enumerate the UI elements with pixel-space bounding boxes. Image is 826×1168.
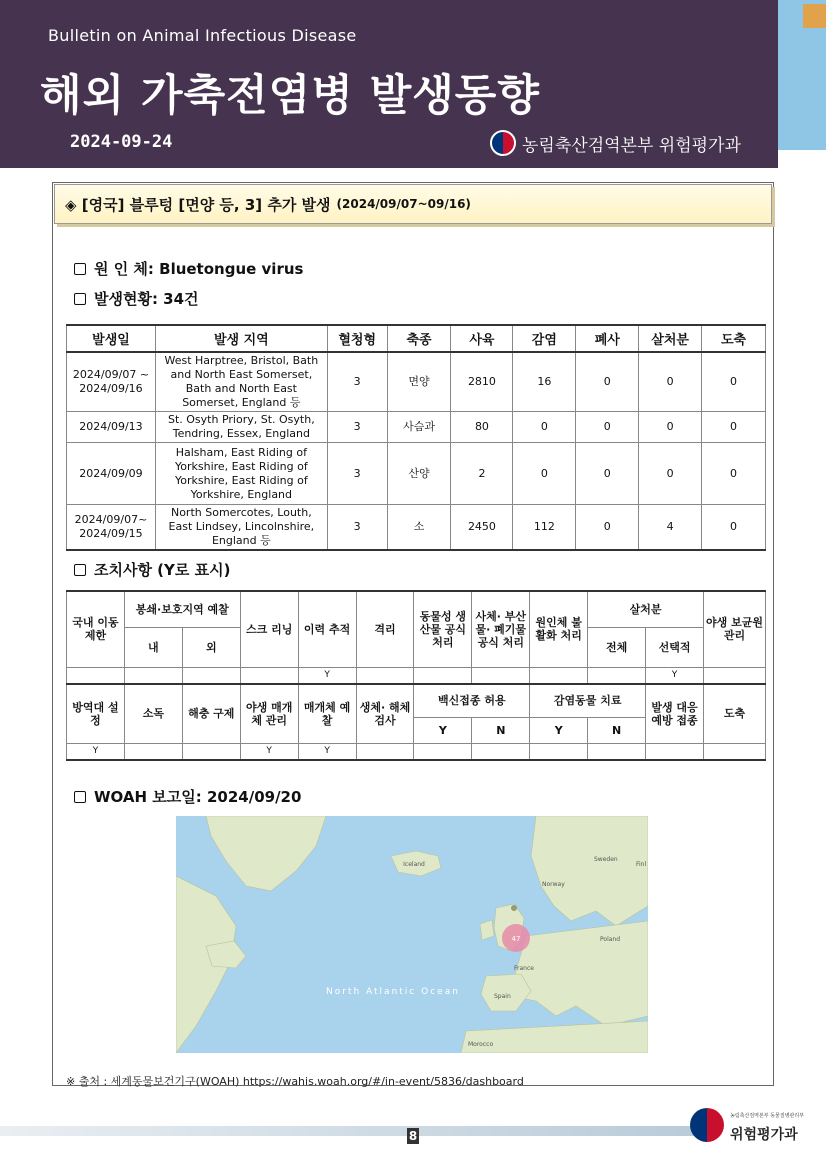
date-cell: 2024/09/09 xyxy=(67,443,156,505)
header-zone: 봉쇄·보호지역 예찰 xyxy=(124,591,240,627)
woah-text: WOAH 보고일: 2024/09/20 xyxy=(94,788,302,806)
slaughtered-cell: 0 xyxy=(702,352,766,412)
date-cell: 2024/09/07 ~ 2024/09/16 xyxy=(67,352,156,412)
measures-value-row xyxy=(67,667,766,684)
header-treatment: 감염동물 치료 xyxy=(530,684,646,718)
col-header: 사육 xyxy=(451,325,513,352)
bulletin-date: 2024-09-24 xyxy=(70,132,173,152)
checkbox-icon xyxy=(74,564,86,576)
value-cell xyxy=(182,744,240,761)
taeguk-logo-icon xyxy=(490,130,516,156)
outbreak-map xyxy=(176,816,648,1053)
header-corner-square xyxy=(803,4,826,28)
minor-marker xyxy=(511,905,517,911)
value-cell: Y xyxy=(240,744,298,761)
header-zone-out: 외 xyxy=(182,627,240,667)
value-cell xyxy=(530,744,588,761)
header-pest: 해충 구제 xyxy=(182,684,240,744)
checkbox-icon xyxy=(74,293,86,305)
culled-cell: 0 xyxy=(639,352,702,412)
value-cell xyxy=(356,667,414,684)
header-carcass: 사체· 부산물· 폐기물 공식 처리 xyxy=(472,591,530,667)
serotype-cell: 3 xyxy=(327,412,387,443)
header-domestic: 국내 이동 제한 xyxy=(67,591,125,667)
header-vaccine-n: N xyxy=(472,718,530,744)
poland-label: Poland xyxy=(600,936,621,943)
norway-label: Norway xyxy=(542,881,565,888)
region-cell: St. Osyth Priory, St. Osyth, Tendring, Essex, England xyxy=(155,412,327,443)
value-cell xyxy=(67,667,125,684)
page-number: 8 xyxy=(408,1129,418,1143)
value-cell xyxy=(703,744,765,761)
header-quarantine: 격리 xyxy=(356,591,414,667)
value-cell xyxy=(356,744,414,761)
value-cell: Y xyxy=(298,667,356,684)
col-header: 발생일 xyxy=(67,325,156,352)
header-inactivation: 원인체 불활화 처리 xyxy=(530,591,588,667)
pathogen-text: 원 인 체: Bluetongue virus xyxy=(94,260,304,278)
species-cell: 사슴과 xyxy=(387,412,451,443)
culled-cell: 4 xyxy=(639,505,702,551)
value-cell xyxy=(646,744,704,761)
value-cell xyxy=(182,667,240,684)
header-disinfect: 소독 xyxy=(124,684,182,744)
footer-org-small: 농림축산검역본부 동물질병관리부 xyxy=(730,1113,805,1119)
header-org xyxy=(490,130,741,156)
value-cell xyxy=(588,744,646,761)
header-vaccine: 백신접종 허용 xyxy=(414,684,530,718)
slaughtered-cell: 0 xyxy=(702,412,766,443)
header-zone-setting: 방역대 설정 xyxy=(67,684,125,744)
dead-cell: 0 xyxy=(576,412,639,443)
col-header: 도축 xyxy=(702,325,766,352)
col-header: 발생 지역 xyxy=(155,325,327,352)
slaughtered-cell: 0 xyxy=(702,443,766,505)
source-note: ※ 출처 : 세계동물보건기구(WOAH) https://wahis.woah.org/#/in-event/5836/dashboard xyxy=(66,1075,524,1088)
measures-item xyxy=(74,559,230,580)
measures-value-row-2 xyxy=(67,744,766,761)
dead-cell: 0 xyxy=(576,505,639,551)
bulletin-subtitle: Bulletin on Animal Infectious Disease xyxy=(48,26,357,45)
dead-cell: 0 xyxy=(576,352,639,412)
value-cell: Y xyxy=(67,744,125,761)
col-header: 폐사 xyxy=(576,325,639,352)
marker-label: 47 xyxy=(511,935,521,943)
measures-header-row xyxy=(67,591,766,627)
col-header: 살처분 xyxy=(639,325,702,352)
header-treat-n: N xyxy=(588,718,646,744)
header-vaccine-y: Y xyxy=(414,718,472,744)
value-cell xyxy=(530,667,588,684)
banner-period: (2024/09/07~09/16) xyxy=(336,197,471,211)
infected-cell: 112 xyxy=(513,505,576,551)
region-cell: Halsham, East Riding of Yorkshire, East Riding of Yorkshire, East Riding of Yorkshire, England xyxy=(155,443,327,505)
raised-cell: 2 xyxy=(451,443,513,505)
value-cell: Y xyxy=(298,744,356,761)
header-cull-selective: 선택적 xyxy=(646,627,704,667)
measures-text: 조치사항 (Y로 표시) xyxy=(94,561,231,579)
page-title: 해외 가축전염병 발생동향 xyxy=(40,71,540,121)
footer-org: 위험평가과 xyxy=(730,1127,798,1143)
checkbox-icon xyxy=(74,263,86,275)
header-cull-all: 전체 xyxy=(588,627,646,667)
footer-taeguk-icon xyxy=(690,1108,724,1142)
status-item xyxy=(74,288,199,309)
culled-cell: 0 xyxy=(639,443,702,505)
value-cell xyxy=(472,667,530,684)
col-header: 감염 xyxy=(513,325,576,352)
col-header: 혈청형 xyxy=(327,325,387,352)
dead-cell: 0 xyxy=(576,443,639,505)
header-wild-vector: 야생 매개체 관리 xyxy=(240,684,298,744)
ocean-label: North Atlantic Ocean xyxy=(326,987,460,997)
header-zone-in: 내 xyxy=(124,627,182,667)
region-cell: North Somercotes, Louth, East Lindsey, Lincolnshire, England 등 xyxy=(155,505,327,551)
outbreak-header-row xyxy=(67,325,766,352)
region-cell: West Harptree, Bristol, Bath and North East Somerset, Bath and North East Somerset, England 등 xyxy=(155,352,327,412)
species-cell: 면양 xyxy=(387,352,451,412)
spain-label: Spain xyxy=(494,993,511,1000)
infected-cell: 16 xyxy=(513,352,576,412)
header-trace: 이력 추적 xyxy=(298,591,356,667)
header-org-label: 농림축산검역본부 위험평가과 xyxy=(522,135,741,156)
raised-cell: 80 xyxy=(451,412,513,443)
species-cell: 소 xyxy=(387,505,451,551)
value-cell xyxy=(124,667,182,684)
date-cell: 2024/09/07~ 2024/09/15 xyxy=(67,505,156,551)
table-row xyxy=(67,443,766,505)
date-cell: 2024/09/13 xyxy=(67,412,156,443)
header-vector-surveillance: 매개체 예찰 xyxy=(298,684,356,744)
iceland-label: Iceland xyxy=(403,861,425,868)
morocco-label: Morocco xyxy=(468,1041,494,1048)
value-cell xyxy=(414,667,472,684)
raised-cell: 2810 xyxy=(451,352,513,412)
checkbox-icon xyxy=(74,791,86,803)
serotype-cell: 3 xyxy=(327,352,387,412)
culled-cell: 0 xyxy=(639,412,702,443)
serotype-cell: 3 xyxy=(327,443,387,505)
infected-cell: 0 xyxy=(513,412,576,443)
banner-text: ◈ [영국] 블루텅 [면양 등, 3] 추가 발생 xyxy=(65,195,331,214)
header-products: 동물성 생산물 공식 처리 xyxy=(414,591,472,667)
outbreak-table xyxy=(66,324,766,551)
header-slaughter: 도축 xyxy=(703,684,765,744)
col-header: 축종 xyxy=(387,325,451,352)
measures-table xyxy=(66,590,766,761)
table-row xyxy=(67,505,766,551)
value-cell xyxy=(124,744,182,761)
ireland-land xyxy=(480,920,494,940)
pathogen-item xyxy=(74,258,303,279)
header-screening: 스크 리닝 xyxy=(240,591,298,667)
value-cell xyxy=(240,667,298,684)
value-cell xyxy=(703,667,765,684)
header-treat-y: Y xyxy=(530,718,588,744)
infected-cell: 0 xyxy=(513,443,576,505)
woah-item xyxy=(74,786,301,807)
map-svg xyxy=(176,816,648,1053)
finland-label: Finl xyxy=(636,861,647,868)
measures-header-row-2 xyxy=(67,684,766,718)
france-label: France xyxy=(514,965,534,972)
table-row xyxy=(67,352,766,412)
value-cell xyxy=(472,744,530,761)
value-cell xyxy=(414,744,472,761)
slaughtered-cell: 0 xyxy=(702,505,766,551)
section-banner xyxy=(54,184,772,224)
species-cell: 산양 xyxy=(387,443,451,505)
table-row xyxy=(67,412,766,443)
sweden-label: Sweden xyxy=(594,856,618,863)
header-cull: 살처분 xyxy=(588,591,704,627)
status-text: 발생현황: 34건 xyxy=(94,290,199,308)
header-prevent: 발생 대응 예방 접종 xyxy=(646,684,704,744)
raised-cell: 2450 xyxy=(451,505,513,551)
header-inspection: 생체· 해체 검사 xyxy=(356,684,414,744)
value-cell xyxy=(588,667,646,684)
footer-line xyxy=(0,1126,700,1136)
value-cell: Y xyxy=(646,667,704,684)
header-wildlife: 야생 보균원 관리 xyxy=(703,591,765,667)
serotype-cell: 3 xyxy=(327,505,387,551)
